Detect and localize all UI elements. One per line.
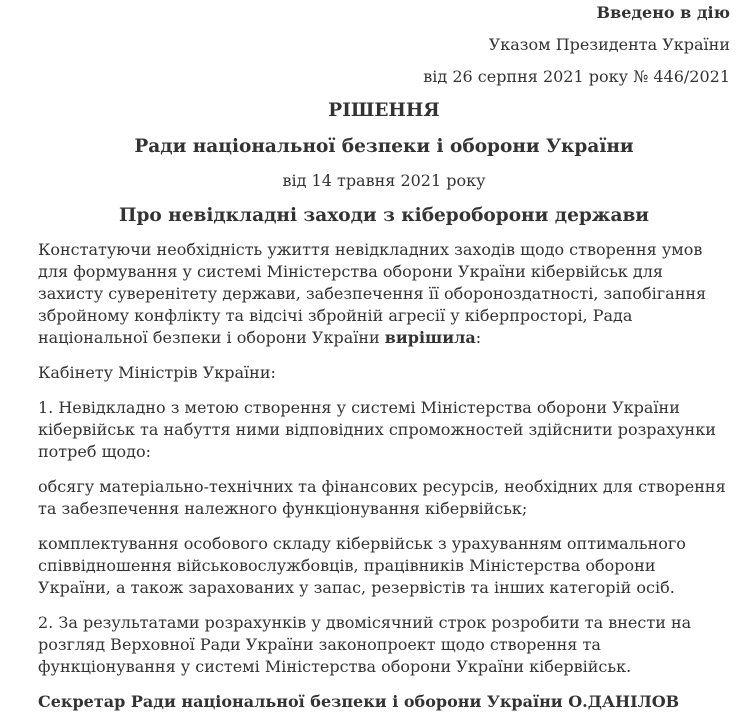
- body-paragraph-2: обсягу матеріально-технічних та фінансових ресурсів, необхідних для створення та забезпечення належного функціонування кібервійськ;: [38, 477, 726, 518]
- intro-resolved-word: вирішила: [384, 328, 476, 347]
- doc-type-heading: РІШЕННЯ: [328, 100, 440, 121]
- addressee-paragraph: Кабінету Міністрів України:: [38, 363, 276, 382]
- body-block: [38, 239, 730, 713]
- decision-date: від 14 травня 2021 року: [282, 171, 486, 190]
- intro-text: Констатуючи необхідність ужиття невідкладних заходів щодо створення умов для формування у системі Міністерства оборони України кібервійськ для захисту суверенітету держави, забезпечення її обороноздатності, запобігання збройному конфлікту та відсічі збройній агресії у кіберпросторі, Рада національної безпеки і оборони України: [38, 240, 707, 347]
- authority-heading: Ради національної безпеки і оборони України: [134, 136, 634, 157]
- signature-line: Секретар Ради національної безпеки і оборони України О.ДАНІЛОВ: [38, 692, 680, 711]
- intro-paragraph: [38, 239, 730, 349]
- heading-block: [38, 98, 730, 228]
- body-paragraph-4: 2. За результатами розрахунків у двомісячний строк розробити та внести на розгляд Верховної Ради України законопроект щодо створення та функціонування у системі Міністерства оборони України кібервійськ.: [38, 613, 692, 676]
- enactment-block: [38, 2, 730, 88]
- intro-colon: :: [475, 328, 482, 347]
- enacted-label: Введено в дію: [596, 3, 730, 22]
- enacted-date: від 26 серпня 2021 року № 446/2021: [423, 67, 730, 86]
- enacted-by: Указом Президента України: [488, 35, 730, 54]
- body-paragraph-3: комплектування особового складу кібервійськ з урахуванням оптимального співвідношення військовослужбовців, працівників Міністерства оборони України, а також зарахованих у запас, резервістів та інших категорій осіб.: [38, 534, 686, 597]
- body-paragraph-1: 1. Невідкладно з метою створення у системі Міністерства оборони України кібервійськ та набуття ними відповідних спроможностей здійснити розрахунки потреб щодо:: [38, 398, 716, 461]
- document-title: Про невідкладні заходи з кібероборони держави: [118, 205, 650, 226]
